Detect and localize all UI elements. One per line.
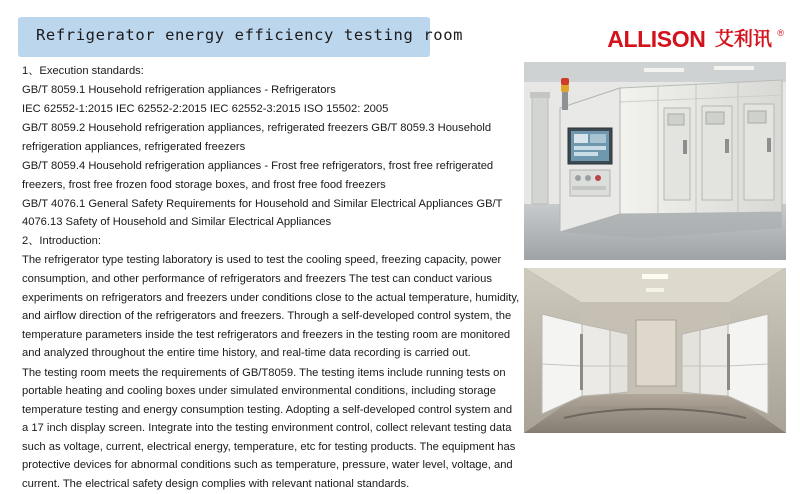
standard-line: GB/T 4076.1 General Safety Requirements for Household and Similar Electrical Appliances GB/T 4076.13 Safety of Household and Similar Electrical Appliances [22,197,503,229]
registered-mark-icon: ® [777,28,784,38]
exterior-test-chambers-photo [524,62,786,260]
brand-logo [607,28,784,51]
introduction-paragraph: The testing room meets the requirements of GB/T8059. The testing items include running tests on portable heating and cooling boxes under simulated environmental conditions, including storage temperature testing and energy consumption testing. Adopting a self-developed control system and a 17 inch display screen. Integrate into the testing environment control, collect relevant testing data such as voltage, current, electrical energy, temperature, etc for testing products. The equipment has protective devices for abnormal conditions such as temperature, pressure, water level, voltage, and current. The electrical safety design complies with relevant national standards. [22,366,516,491]
brand-name-en: ALLISON [607,26,706,52]
standard-line: IEC 62552-1:2015 IEC 62552-2:2015 IEC 62552-3:2015 ISO 15502: 2005 [22,103,389,116]
interior-refrigerator-row-photo [524,268,786,433]
page-title: Refrigerator energy efficiency testing room [36,26,464,44]
standard-line: GB/T 8059.4 Household refrigeration appliances - Frost free refrigerators, frost free refrigerated freezers, frost free frozen food storage boxes, and frost free food freezers [22,159,494,191]
standard-line: GB/T 8059.1 Household refrigeration appliances - Refrigerators [22,84,336,97]
section-heading-introduction: 2、Introduction: [22,235,101,248]
standard-line: GB/T 8059.2 Household refrigeration appliances, refrigerated freezers GB/T 8059.3 Household refrigeration appliances, refrigerated freezers [22,122,492,153]
document-body [22,62,520,494]
brand-name-cn: 艾利讯 [714,28,772,50]
section-heading-standards: 1、Execution standards: [22,65,144,77]
introduction-paragraph: The refrigerator type testing laboratory is used to test the cooling speed, freezing capacity, power consumption, and other performance of refrigerators and freezers The test can conduct various experiments on refrigerators and freezers under conditions close to the actual temperature, humidity, and airflow direction of the refrigerators and freezers. Through a self-developed control system, the temperature parameters inside the test refrigerators and freezers in the testing room are monitored and analyzed throughout the entire time history, and real-time data recording is carried out. [22,254,520,360]
